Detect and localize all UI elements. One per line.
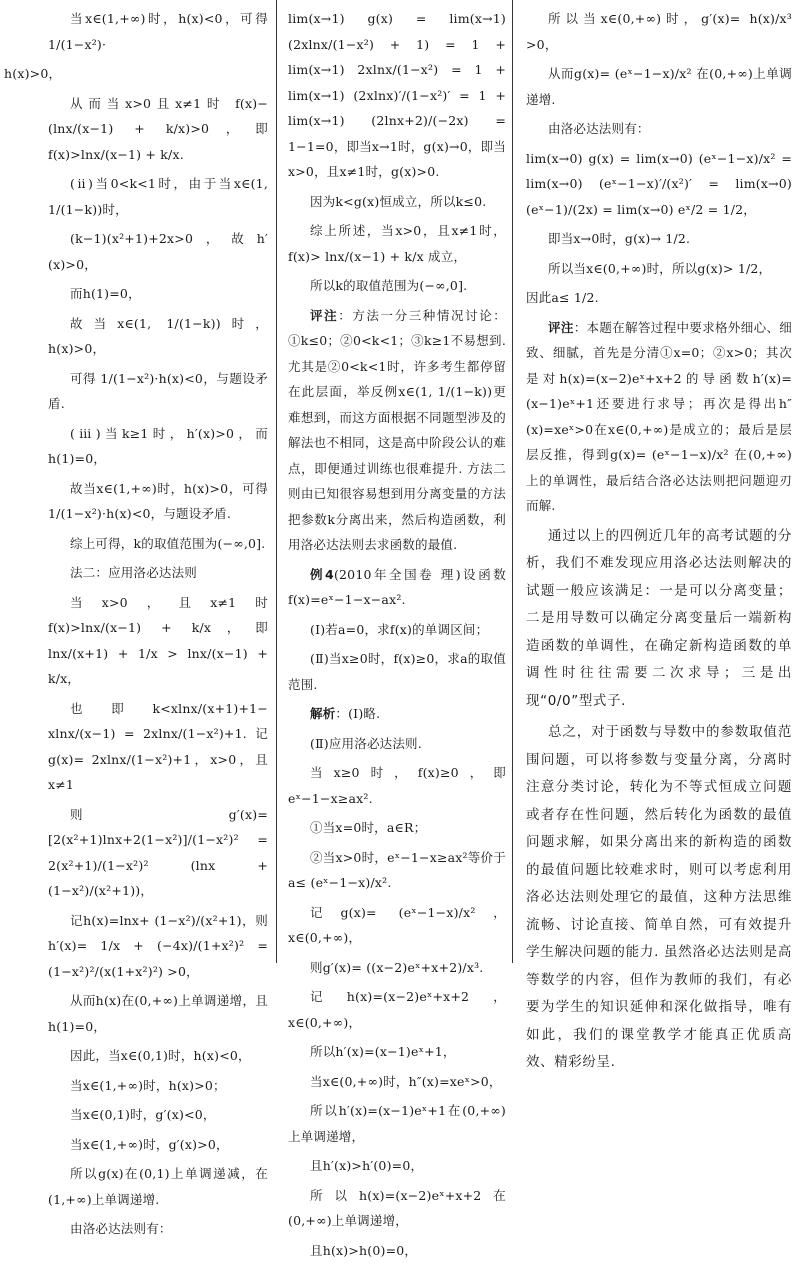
- paragraph: [48, 6, 268, 57]
- column-divider-right: [512, 0, 513, 963]
- paragraph-text: lim(x→0) g(x) = lim(x→0) (eˣ−1−x)/x² = lim(x→0) (eˣ−1−x)′/(x²)′ = lim(x→0) (eˣ−1)/(2x) = lim(x→0) eˣ/2 = 1/2，: [526, 151, 796, 217]
- paragraph: [48, 802, 268, 904]
- paragraph-text: 记h(x)=(x−2)eˣ+x+2，x∈(0,+∞)，: [288, 989, 506, 1030]
- paragraph: [48, 590, 268, 692]
- paragraph: [288, 189, 506, 215]
- paragraph-text: 所以g(x)在(0,1)上单调递减，在(1,+∞)上单调递增.: [48, 1166, 268, 1207]
- paragraph-text: 当x∈(0,1)时，g′(x)<0，: [70, 1107, 216, 1122]
- paragraph: [288, 273, 506, 299]
- paragraph: [48, 560, 268, 586]
- paragraph: [526, 146, 792, 223]
- paragraph: [288, 900, 506, 951]
- paragraph-text: ：本题在解答过程中要求格外细心、细致、细腻，首先是分清①x=0；②x>0；其次是对h(x)=(x−2)eˣ+x+2的导函数h′(x)=(x−1)eˣ+1还要进行求导；再次是得出h″(x)=xeˣ>0在x∈(0,+∞)是成立的；最后是层层反推，得到g(x)= (eˣ−1−x)/x² 在(0,+∞)上的单调性，最后结合洛必达法则把问题迎刃而解.: [526, 320, 792, 514]
- paragraph: [288, 303, 506, 558]
- paragraph-text: 即当x→0时，g(x)→ 1/2.: [548, 231, 690, 246]
- paragraph-text: ②当x>0时，eˣ−1−x≥ax²等价于a≤ (eˣ−1−x)/x².: [288, 850, 506, 891]
- paragraph: [288, 646, 506, 697]
- paragraph: [48, 226, 268, 277]
- paragraph-text: 法二：应用洛必达法则: [70, 565, 197, 580]
- paragraph: [288, 845, 506, 896]
- paragraph-text: 所以h(x)=(x−2)eˣ+x+2在(0,+∞)上单调递增，: [288, 1188, 506, 1229]
- paragraph: [288, 1069, 506, 1095]
- paragraph: [526, 61, 792, 112]
- paragraph: [288, 1153, 506, 1179]
- paragraph: [526, 285, 792, 311]
- paragraph-text: 因此a≤ 1/2.: [526, 290, 599, 305]
- paragraph: [288, 984, 506, 1035]
- paragraph-text: 当x≥0时，f(x)≥0，即eˣ−1−x≥ax².: [288, 765, 506, 806]
- paragraph: [48, 421, 268, 472]
- paragraph: [526, 315, 792, 519]
- paragraph-text: 由洛必达法则有：: [70, 1221, 172, 1236]
- paragraph-text: 所以h′(x)=(x−1)eˣ+1，: [310, 1044, 456, 1059]
- paragraph-text: 则g′(x)= ((x−2)eˣ+x+2)/x³.: [310, 960, 483, 975]
- paragraph-text: 从而g(x)= (eˣ−1−x)/x² 在(0,+∞)上单调递增.: [526, 66, 792, 107]
- paragraph-text: 因为k<g(x)恒成立，所以k≤0.: [310, 194, 486, 209]
- paragraph-text: 故当x∈(1,+∞)时，h(x)>0，可得 1/(1−x²)·h(x)<0，与题设矛盾.: [48, 481, 272, 522]
- paragraph: [48, 1043, 268, 1069]
- paragraph: [48, 1073, 268, 1099]
- paragraph: [526, 6, 792, 57]
- paragraph-label: 解析: [310, 706, 335, 721]
- paragraph: [526, 719, 792, 1077]
- paragraph: [288, 1039, 506, 1065]
- paragraph-text: 当x>0，且x≠1时 f(x)>lnx/(x−1) + k/x，即 lnx/(x+1) + 1/x > lnx/(x−1) + k/x，: [48, 595, 272, 687]
- paragraph-text: 从而h(x)在(0,+∞)上单调递增，且h(1)=0，: [48, 993, 268, 1034]
- paragraph: [288, 1183, 506, 1234]
- paragraph-label: 评注: [310, 308, 338, 323]
- paragraph-text: 总之，对于函数与导数中的参数取值范围问题，可以将参数与变量分离，分离时注意分类讨论，转化为不等式恒成立问题或者存在性问题，然后转化为函数的最值问题求解，如果分离出来的新构造的函数的最值问题比较难求时，则可以考虑利用洛必达法则处理它的最值，这种方法思维流畅、讨论直接、简单自然，可有效提升学生解决问题的能力. 虽然洛必达法则是高等数学的内容，但作为教师的我们，有必要为学生的知识延伸和深化做指导，唯有如此，我们的课堂教学才能真正优质高效、精彩纷呈.: [526, 724, 792, 1070]
- paragraph-text: 当x∈(1,+∞)时，h(x)>0；: [70, 1078, 226, 1093]
- paragraph-text: 记g(x)= (eˣ−1−x)/x²，x∈(0,+∞)，: [288, 905, 506, 946]
- paragraph: [48, 696, 268, 798]
- paragraph-text: (k−1)(x²+1)+2x>0，故h′(x)>0，: [48, 231, 268, 272]
- paragraph-text: 当x∈(0,+∞)时，h″(x)=xeˣ>0，: [310, 1074, 502, 1089]
- paragraph: [288, 815, 506, 841]
- paragraph-text: 而h(1)=0，: [70, 286, 141, 301]
- paragraph-text: 由洛必达法则有：: [548, 121, 650, 136]
- paragraph: [48, 281, 268, 307]
- example-heading: 例4: [310, 567, 334, 582]
- paragraph: [48, 1102, 268, 1128]
- paragraph: [526, 523, 792, 716]
- paragraph-text: 当x∈(1,+∞)时，h(x)<0，可得 1/(1−x²)·: [48, 11, 272, 52]
- page-column-right: [516, 0, 802, 963]
- paragraph: [48, 1132, 268, 1158]
- paragraph-text: 所以当x∈(0,+∞)时，g′(x)= h(x)/x³ >0，: [526, 11, 796, 52]
- paragraph-text: 故当x∈(1, 1/(1−k))时，h(x)>0，: [48, 316, 268, 357]
- paragraph-text: (ⅲ)当k≥1时，h′(x)>0，而h(1)=0，: [48, 426, 268, 467]
- paragraph-text: 综上可得，k的取值范围为(−∞,0].: [70, 536, 265, 551]
- paragraph: [288, 701, 506, 727]
- paragraph-text: 所以k的取值范围为(−∞,0].: [310, 278, 467, 293]
- paragraph: [288, 955, 506, 981]
- paragraph-text: lim(x→1) g(x) = lim(x→1) (2xlnx/(1−x²) + 1) = 1 + lim(x→1) 2xlnx/(1−x²) = 1 + lim(x→1) (2xlnx)′/(1−x²)′ = 1 + lim(x→1) (2lnx+2)/(−2x) = 1−1=0，即当x→1时，g(x)→0，即当x>0，且x≠1时，g(x)>0.: [288, 11, 510, 179]
- paragraph: [48, 171, 268, 222]
- paragraph-text: (Ⅰ)若a=0，求f(x)的单调区间；: [310, 622, 488, 637]
- paragraph: [526, 256, 792, 282]
- paragraph: [526, 116, 792, 142]
- paragraph: [48, 476, 268, 527]
- paragraph: [48, 908, 268, 985]
- paragraph-text: 且h′(x)>h′(0)=0，: [310, 1158, 423, 1173]
- paragraph: [48, 1161, 268, 1212]
- paragraph: [48, 531, 268, 557]
- paragraph-label: 评注: [548, 320, 574, 335]
- paragraph-text: 从而当x>0且x≠1时 f(x)−(lnx/(x−1) + k/x)>0，即f(x)>lnx/(x−1) + k/x.: [48, 96, 268, 162]
- paragraph: [48, 311, 268, 362]
- paragraph: [288, 617, 506, 643]
- paragraph-text: ：(Ⅰ)略.: [335, 706, 380, 721]
- paragraph-text: (ⅱ)当0<k<1时，由于当x∈(1, 1/(1−k))时，: [48, 176, 272, 217]
- page-column-left: [0, 0, 272, 963]
- paragraph: [48, 988, 268, 1039]
- paragraph-text: ①当x=0时，a∈R；: [310, 820, 426, 835]
- paragraph-text: 通过以上的四例近几年的高考试题的分析，我们不难发现应用洛必达法则解决的试题一般应该满足：一是可以分离变量；二是用导数可以确定分离变量后一端新构造函数的单调性，在确定新构造函数的单调性时往往需要二次求导；三是出现“0/0”型式子.: [526, 528, 792, 709]
- paragraph-text: 所以当x∈(0,+∞)时，所以g(x)> 1/2，: [548, 261, 771, 276]
- paragraph-text: 可得 1/(1−x²)·h(x)<0，与题设矛盾.: [48, 371, 268, 412]
- paragraph: [48, 366, 268, 417]
- paragraph-text: (2010年全国卷 理)设函数f(x)=eˣ−1−x−ax².: [288, 567, 506, 608]
- paragraph: [288, 760, 506, 811]
- column-divider-left: [276, 0, 277, 963]
- paragraph-text: (Ⅱ)当x≥0时，f(x)≥0，求a的取值范围.: [288, 651, 506, 692]
- paragraph: [4, 61, 268, 87]
- paragraph-text: (Ⅱ)应用洛必达法则.: [310, 736, 422, 751]
- paragraph-text: 因此，当x∈(0,1)时，h(x)<0，: [70, 1048, 251, 1063]
- paragraph-text: 记h(x)=lnx+ (1−x²)/(x²+1)，则h′(x)= 1/x + (−4x)/(1+x²)² = (1−x²)²/(x(1+x²)²) >0，: [48, 913, 272, 979]
- paragraph: [288, 6, 506, 185]
- paragraph-text: 综上所述，当x>0，且x≠1时，f(x)> lnx/(x−1) + k/x 成立，: [288, 223, 506, 264]
- paragraph-text: 也即k<xlnx/(x+1)+1− xlnx/(x−1) = 2xlnx/(1−x²)+1. 记 g(x)= 2xlnx/(1−x²)+1，x>0，且x≠1: [48, 701, 272, 793]
- paragraph-text: 则 g′(x)= [2(x²+1)lnx+2(1−x²)]/(1−x²)² = 2(x²+1)/(1−x²)² (lnx + (1−x²)/(x²+1))，: [48, 807, 272, 899]
- paragraph: [526, 226, 792, 252]
- paragraph-text: ：方法一分三种情况讨论：①k≤0；②0<k<1；③k≥1不易想到.尤其是②0<k<1时，许多考生都停留在此层面，举反例x∈(1, 1/(1−k))更难想到，而这方面根据不同题型涉及的解法也不相同，这是高中阶段公认的难点，即便通过训练也很难提升. 方法二则由已知很容易想到用分离变量的方法把参数k分离出来，然后构造函数，利用洛必达法则去求函数的最值.: [288, 308, 506, 553]
- paragraph-text: h(x)>0，: [4, 66, 61, 81]
- paragraph-text: 所以h′(x)=(x−1)eˣ+1在(0,+∞)上单调递增，: [288, 1103, 506, 1144]
- paragraph: [288, 731, 506, 757]
- paragraph-text: 当x∈(1,+∞)时，g′(x)>0，: [70, 1137, 229, 1152]
- paragraph: [48, 91, 268, 168]
- paragraph: [288, 562, 506, 613]
- paragraph-text: 且h(x)>h(0)=0，: [310, 1243, 417, 1258]
- page-column-middle: [282, 0, 510, 963]
- paragraph: [288, 218, 506, 269]
- paragraph: [288, 1238, 506, 1263]
- paragraph: [288, 1098, 506, 1149]
- paragraph: [48, 1216, 268, 1242]
